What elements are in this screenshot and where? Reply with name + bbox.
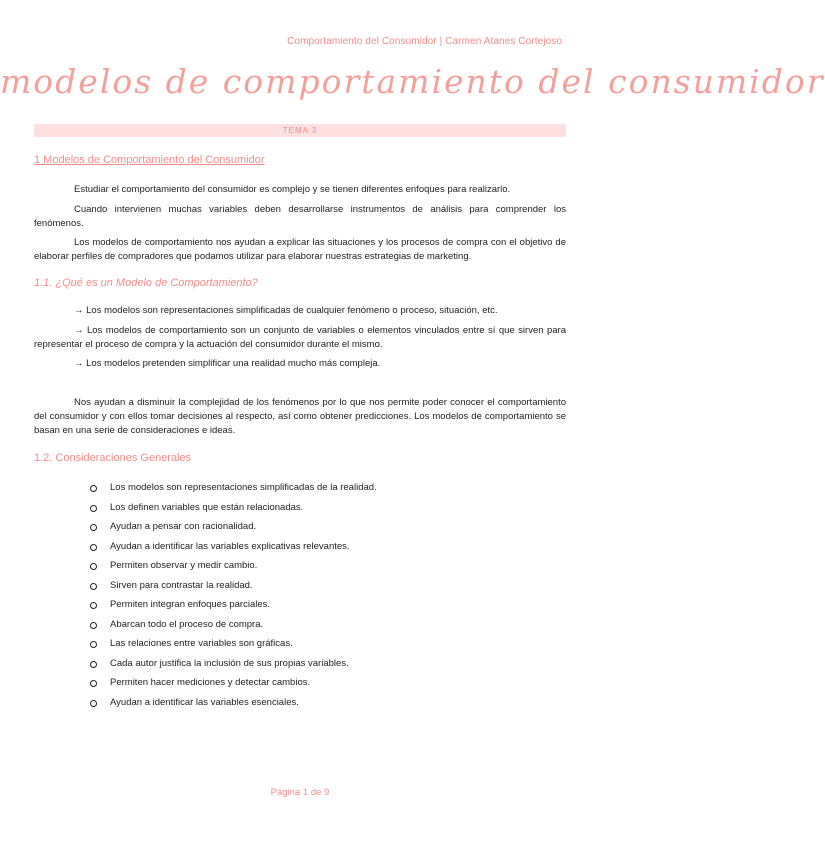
circle-bullet-icon [90,485,97,492]
circle-bullet-icon [90,622,97,629]
list-item: Ayudan a identificar las variables esenciales. [90,696,377,716]
document-title: modelos de comportamiento del consumidor [0,62,825,101]
circle-bullet-icon [90,544,97,551]
page-header: Comportamiento del Consumidor | Carmen Atanes Cortejoso [287,36,562,47]
paragraph-3: Los modelos de comportamiento nos ayudan a explicar las situaciones y los procesos de compra con el objetivo de elaborar perfiles de compradores que podamos utilizar para elaborar nuestras estrategias de marketing. [34,237,566,262]
circle-bullet-icon [90,680,97,687]
section-1-2-heading: 1.2. Consideraciones Generales [34,452,192,464]
circle-bullet-icon [90,583,97,590]
arrow-item-2: → Los modelos de comportamiento son un conjunto de variables o elementos vinculados entre sí que sirven para representar el proceso de compra y la actuación del consumidor durante el mismo. [34,325,566,350]
section-1-1-heading: 1.1. ¿Qué es un Modelo de Comportamiento? [34,277,258,289]
circle-bullet-icon [90,563,97,570]
tema-banner: TEMA 3 [34,124,566,137]
list-item: Los modelos son representaciones simplificadas de la realidad. [90,481,377,501]
list-item: Permiten hacer mediciones y detectar cambios. [90,676,377,696]
section-1-heading: 1 Modelos de Comportamiento del Consumidor [34,154,265,166]
list-item: Las relaciones entre variables son gráficas. [90,637,377,657]
paragraph-1: Estudiar el comportamiento del consumidor es complejo y se tienen diferentes enfoques para realizarlo. [74,184,511,195]
list-item: Sirven para contrastar la realidad. [90,579,377,599]
list-item: Abarcan todo el proceso de compra. [90,618,377,638]
circle-bullet-icon [90,524,97,531]
list-item: Ayudan a pensar con racionalidad. [90,520,377,540]
circle-bullet-icon [90,661,97,668]
paragraph-2: Cuando intervienen muchas variables deben desarrollarse instrumentos de análisis para comprender los fenómenos. [34,204,566,229]
considerations-list [90,481,377,715]
list-item: Los definen variables que están relacionadas. [90,501,377,521]
page-footer: Página 1 de 9 [270,787,330,798]
circle-bullet-icon [90,641,97,648]
list-item: Ayudan a identificar las variables explicativas relevantes. [90,540,377,560]
arrow-item-1: → Los modelos son representaciones simplificadas de cualquier fenómeno o proceso, situación, etc. [74,305,498,316]
paragraph-4: Nos ayudan a disminuir la complejidad de los fenómenos por lo que nos permite poder conocer el comportamiento del consumidor y con ellos tomar decisiones al respecto, así como obtener predicciones. Los modelos de comportamiento se basan en una serie de consideraciones e ideas. [34,397,566,436]
list-item: Permiten integran enfoques parciales. [90,598,377,618]
circle-bullet-icon [90,602,97,609]
list-item: Cada autor justifica la inclusión de sus propias variables. [90,657,377,677]
circle-bullet-icon [90,505,97,512]
arrow-item-3: → Los modelos pretenden simplificar una realidad mucho más compleja. [74,358,381,369]
list-item: Permiten observar y medir cambio. [90,559,377,579]
circle-bullet-icon [90,700,97,707]
